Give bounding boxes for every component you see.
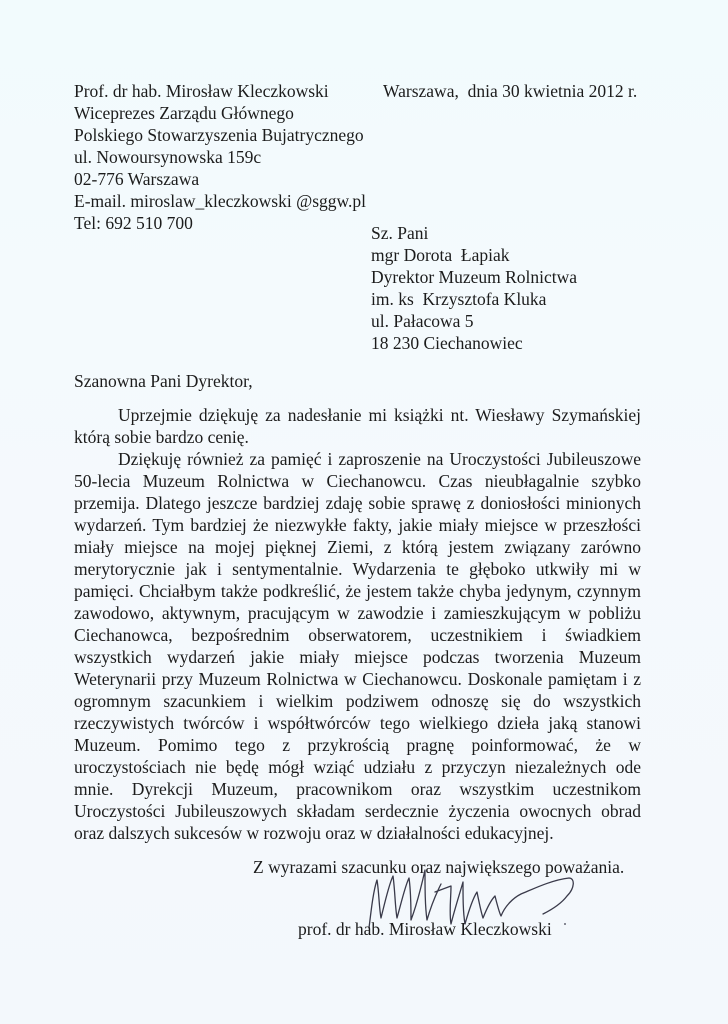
body-line: przemija. Dlatego jeszcze bardziej zdaję sobie sprawę z doniosłości minionych bbox=[74, 493, 641, 513]
body-line: uroczystościach nie będę mógł wziąć udziału z przyczyn niezależnych ode bbox=[74, 757, 641, 777]
body-line: mnie. Dyrekcji Muzeum, pracownikom oraz wszystkim uczestnikom bbox=[74, 779, 641, 799]
body-line: oraz dalszych sukcesów w rozwoju oraz w działalności edukacyjnej. bbox=[74, 823, 554, 843]
recipient-line: mgr Dorota Łapiak bbox=[371, 245, 510, 265]
body-line: rzeczywistych twórców i współtwórców tego wielkiego dzieła jaką stanowi bbox=[74, 713, 641, 733]
sender-phone: Tel: 692 510 700 bbox=[74, 213, 193, 233]
sender-line: Polskiego Stowarzyszenia Bujatrycznego bbox=[74, 125, 364, 145]
body-line: Ciechanowca, bezpośrednim obserwatorem, uczestnikiem i świadkiem bbox=[74, 625, 641, 645]
body-line: Uprzejmie dziękuję za nadesłanie mi książki nt. Wiesławy Szymańskiej bbox=[118, 405, 641, 425]
recipient-line: Dyrektor Muzeum Rolnictwa bbox=[371, 267, 578, 287]
body-line: pamięci. Chciałbym także podkreślić, że jestem także chyba jedynym, czynnym bbox=[74, 581, 641, 601]
body-line: Muzeum. Pomimo tego z przykrością pragnę poinformować, że w bbox=[74, 735, 641, 755]
closing-salutation: Z wyrazami szacunku oraz największego poważania. bbox=[253, 857, 625, 877]
recipient-line: 18 230 Ciechanowiec bbox=[371, 333, 523, 353]
signatory-name: prof. dr hab. Mirosław Kleczkowski bbox=[298, 919, 552, 939]
body-line: Uroczystości Jubileuszowych składam serdecznie życzenia owocnych obrad bbox=[74, 801, 641, 821]
sender-line: ul. Nowoursynowska 159c bbox=[74, 147, 262, 167]
recipient-line: im. ks Krzysztofa Kluka bbox=[371, 289, 547, 309]
body-line: którą sobie bardzo cenię. bbox=[74, 427, 249, 447]
body-line: wydarzeń. Tym bardziej że niezwykłe fakty, jakie miały miejsce w przeszłości bbox=[74, 515, 641, 535]
body-line: wszystkich wydarzeń jakie miały miejsce podczas tworzenia Muzeum bbox=[74, 647, 641, 667]
body-line: Dziękuję również za pamięć i zaproszenie na Uroczystości Jubileuszowe bbox=[118, 449, 641, 469]
body-line: 50-lecia Muzeum Rolnictwa w Ciechanowcu. Czas nieubłagalnie szybko bbox=[74, 471, 641, 491]
sender-line: Wiceprezes Zarządu Głównego bbox=[74, 103, 294, 123]
sender-email: E-mail. miroslaw_kleczkowski @sggw.pl bbox=[74, 191, 367, 211]
sender-block bbox=[74, 80, 366, 234]
recipient-line: ul. Pałacowa 5 bbox=[371, 311, 474, 331]
body-line: merytorycznie jak i sentymentalnie. Wydarzenia te głęboko utkwiły mi w bbox=[74, 559, 641, 579]
sender-line: Prof. dr hab. Mirosław Kleczkowski bbox=[74, 81, 329, 101]
body-line: ogromnym szacunkiem i wielkim podziwem odnoszę się do wszystkich bbox=[74, 691, 641, 711]
body-line: Weterynarii przy Muzeum Rolnictwa w Ciechanowcu. Doskonale pamiętam i z bbox=[74, 669, 641, 689]
letter-body bbox=[74, 404, 641, 844]
greeting: Szanowna Pani Dyrektor, bbox=[74, 371, 253, 391]
sender-line: 02-776 Warszawa bbox=[74, 169, 200, 189]
recipient-block bbox=[371, 222, 577, 354]
recipient-line: Sz. Pani bbox=[371, 223, 429, 243]
body-line: miały miejsce na mojej pięknej Ziemi, z którą jestem związany zarówno bbox=[74, 537, 641, 557]
body-line: zawodowo, aktywnym, pracującym w zawodzie i zamieszkującym w pobliżu bbox=[74, 603, 641, 623]
letter-date: Warszawa, dnia 30 kwietnia 2012 r. bbox=[383, 81, 638, 101]
